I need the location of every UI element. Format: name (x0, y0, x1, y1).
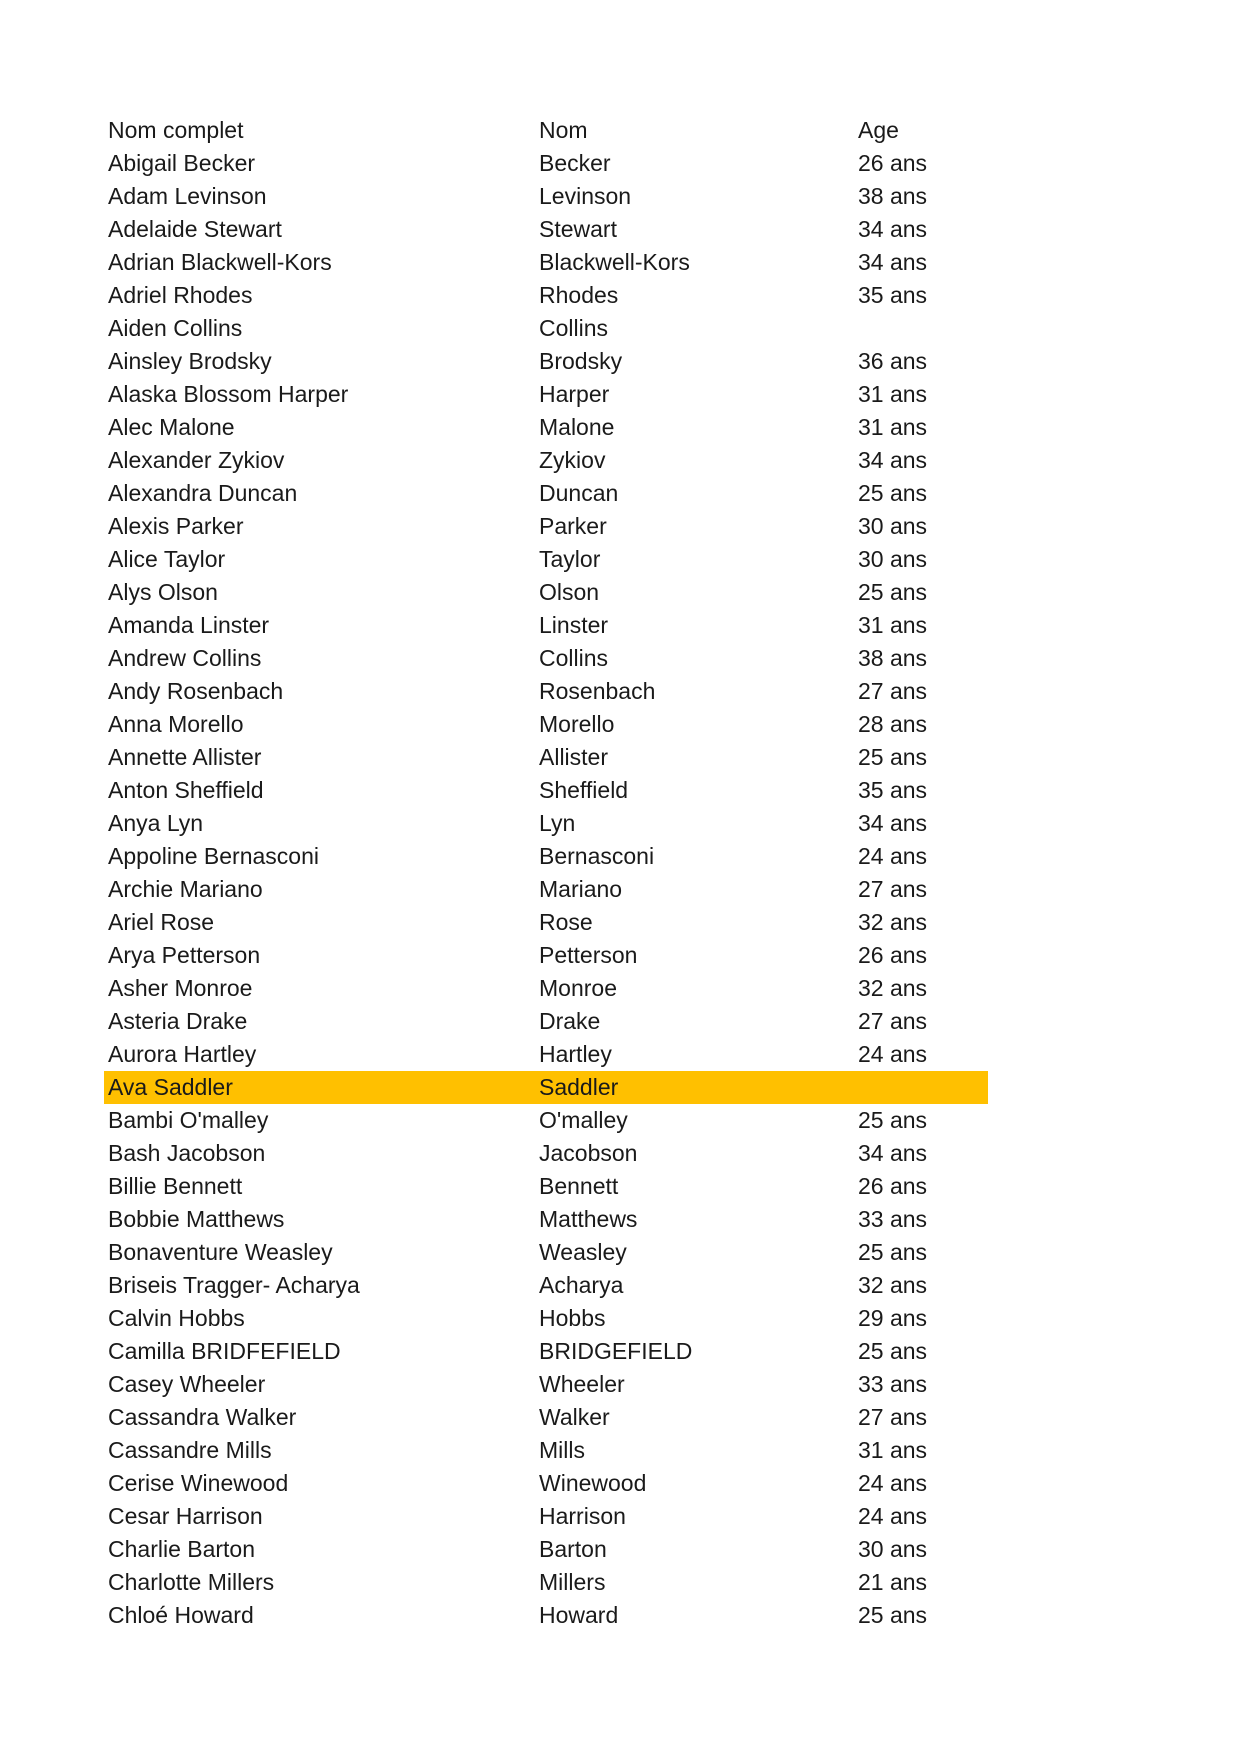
cell-last-name[interactable]: Morello (539, 711, 615, 737)
table-row (104, 477, 988, 510)
cell-last-name[interactable]: Rhodes (539, 282, 619, 308)
cell-last-name[interactable]: Brodsky (539, 348, 623, 374)
table-row (104, 1500, 988, 1533)
cell-age[interactable]: 35 ans (858, 282, 928, 308)
cell-age[interactable]: 31 ans (858, 612, 928, 638)
cell-age[interactable]: 32 ans (858, 1272, 928, 1298)
cell-last-name[interactable]: Mills (539, 1437, 585, 1463)
cell-last-name[interactable]: Levinson (539, 183, 632, 209)
cell-last-name[interactable]: Collins (539, 645, 609, 671)
cell-age[interactable]: 30 ans (858, 546, 928, 572)
table-row (104, 939, 988, 972)
cell-last-name[interactable]: Matthews (539, 1206, 638, 1232)
cell-last-name[interactable]: Rose (539, 909, 593, 935)
cell-age[interactable]: 29 ans (858, 1305, 928, 1331)
cell-last-name[interactable]: Olson (539, 579, 600, 605)
cell-full-name[interactable]: Briseis Tragger- Acharya (108, 1272, 360, 1298)
cell-full-name[interactable]: Ariel Rose (108, 909, 215, 935)
cell-last-name[interactable]: Wheeler (539, 1371, 625, 1397)
cell-age[interactable]: 24 ans (858, 843, 928, 869)
cell-full-name[interactable]: Camilla BRIDFEFIELD (108, 1338, 341, 1364)
table-row (104, 1467, 988, 1500)
cell-full-name[interactable]: Calvin Hobbs (108, 1305, 245, 1331)
table-row-highlighted (104, 1071, 988, 1104)
cell-age[interactable]: 25 ans (858, 1107, 928, 1133)
cell-age[interactable]: 26 ans (858, 150, 928, 176)
cell-last-name[interactable]: Taylor (539, 546, 601, 572)
cell-full-name[interactable]: Ava Saddler (108, 1074, 233, 1100)
cell-full-name[interactable]: Bash Jacobson (108, 1140, 266, 1166)
cell-last-name[interactable]: Becker (539, 150, 611, 176)
cell-last-name[interactable]: Jacobson (539, 1140, 638, 1166)
cell-age[interactable]: 31 ans (858, 381, 928, 407)
cell-last-name[interactable]: Parker (539, 513, 607, 539)
cell-last-name[interactable]: Duncan (539, 480, 619, 506)
cell-last-name[interactable]: Rosenbach (539, 678, 656, 704)
cell-age[interactable]: 34 ans (858, 810, 928, 836)
table-row (104, 708, 988, 741)
cell-full-name[interactable]: Aiden Collins (108, 315, 243, 341)
cell-full-name[interactable]: Abigail Becker (108, 150, 256, 176)
cell-full-name[interactable]: Adelaide Stewart (108, 216, 282, 242)
cell-last-name[interactable]: Barton (539, 1536, 607, 1562)
cell-full-name[interactable]: Alys Olson (108, 579, 218, 605)
cell-full-name[interactable]: Aurora Hartley (108, 1041, 257, 1067)
table-row (104, 1236, 988, 1269)
cell-full-name[interactable]: Bonaventure Weasley (108, 1239, 333, 1265)
cell-age[interactable]: 27 ans (858, 678, 928, 704)
table-row (104, 609, 988, 642)
table-row (104, 1269, 988, 1302)
cell-age[interactable]: 24 ans (858, 1503, 928, 1529)
cell-full-name[interactable]: Alexis Parker (108, 513, 244, 539)
cell-full-name[interactable]: Anya Lyn (108, 810, 204, 836)
cell-full-name[interactable]: Cassandre Mills (108, 1437, 272, 1463)
cell-full-name[interactable]: Asteria Drake (108, 1008, 248, 1034)
cell-age[interactable]: 33 ans (858, 1371, 928, 1397)
cell-age[interactable]: 34 ans (858, 249, 928, 275)
cell-age[interactable]: 25 ans (858, 1602, 928, 1628)
table-row (104, 642, 988, 675)
cell-full-name[interactable]: Amanda Linster (108, 612, 270, 638)
table-row (104, 444, 988, 477)
cell-last-name[interactable]: Drake (539, 1008, 601, 1034)
cell-full-name[interactable]: Cassandra Walker (108, 1404, 297, 1430)
cell-full-name[interactable]: Alec Malone (108, 414, 235, 440)
cell-age[interactable]: 25 ans (858, 1239, 928, 1265)
table-row (104, 741, 988, 774)
cell-last-name[interactable]: Stewart (539, 216, 617, 242)
cell-age[interactable]: 33 ans (858, 1206, 928, 1232)
cell-age[interactable]: 26 ans (858, 1173, 928, 1199)
cell-last-name[interactable]: Weasley (539, 1239, 627, 1265)
cell-age[interactable]: 34 ans (858, 1140, 928, 1166)
cell-age[interactable]: 34 ans (858, 216, 928, 242)
cell-last-name[interactable]: Linster (539, 612, 609, 638)
cell-full-name[interactable]: Charlie Barton (108, 1536, 256, 1562)
table-row (104, 576, 988, 609)
table-row (104, 279, 988, 312)
cell-full-name[interactable]: Asher Monroe (108, 975, 253, 1001)
cell-last-name[interactable]: Mariano (539, 876, 623, 902)
table-row (104, 1434, 988, 1467)
table-row (104, 345, 988, 378)
cell-last-name[interactable]: Acharya (539, 1272, 624, 1298)
cell-last-name[interactable]: Walker (539, 1404, 610, 1430)
cell-last-name[interactable]: Malone (539, 414, 615, 440)
cell-age[interactable]: 38 ans (858, 645, 928, 671)
cell-age[interactable]: 21 ans (858, 1569, 928, 1595)
table-row (104, 312, 988, 345)
table-row (104, 1368, 988, 1401)
cell-age[interactable]: 25 ans (858, 1338, 928, 1364)
cell-last-name[interactable]: Bernasconi (539, 843, 655, 869)
cell-age[interactable]: 25 ans (858, 579, 928, 605)
header-full-name[interactable]: Nom complet (108, 117, 244, 143)
table-row (104, 807, 988, 840)
table-row (104, 1104, 988, 1137)
table-row (104, 1533, 988, 1566)
cell-full-name[interactable]: Alexandra Duncan (108, 480, 298, 506)
cell-full-name[interactable]: Anna Morello (108, 711, 244, 737)
cell-last-name[interactable]: O'malley (539, 1107, 628, 1133)
cell-full-name[interactable]: Cesar Harrison (108, 1503, 263, 1529)
cell-age[interactable]: 27 ans (858, 876, 928, 902)
table-row (104, 1005, 988, 1038)
cell-last-name[interactable]: Allister (539, 744, 609, 770)
cell-last-name[interactable]: Hobbs (539, 1305, 606, 1331)
cell-last-name[interactable]: Lyn (539, 810, 576, 836)
cell-full-name[interactable]: Andy Rosenbach (108, 678, 284, 704)
cell-age[interactable]: 31 ans (858, 414, 928, 440)
table-row (104, 543, 988, 576)
cell-full-name[interactable]: Bobbie Matthews (108, 1206, 285, 1232)
cell-age[interactable]: 31 ans (858, 1437, 928, 1463)
cell-full-name[interactable]: Alexander Zykiov (108, 447, 285, 473)
cell-full-name[interactable]: Appoline Bernasconi (108, 843, 319, 869)
cell-last-name[interactable]: Howard (539, 1602, 619, 1628)
table-row (104, 906, 988, 939)
table-row (104, 675, 988, 708)
cell-full-name[interactable]: Adam Levinson (108, 183, 267, 209)
table-row (104, 1170, 988, 1203)
cell-age[interactable]: 38 ans (858, 183, 928, 209)
cell-age[interactable]: 32 ans (858, 909, 928, 935)
cell-full-name[interactable]: Charlotte Millers (108, 1569, 275, 1595)
cell-age[interactable]: 30 ans (858, 1536, 928, 1562)
cell-age[interactable]: 24 ans (858, 1470, 928, 1496)
cell-last-name[interactable]: Hartley (539, 1041, 612, 1067)
cell-age[interactable]: 28 ans (858, 711, 928, 737)
cell-last-name[interactable]: Saddler (539, 1074, 619, 1100)
table-row (104, 774, 988, 807)
cell-last-name[interactable]: Collins (539, 315, 609, 341)
header-row (104, 114, 988, 147)
cell-last-name[interactable]: Winewood (539, 1470, 647, 1496)
table-row (104, 213, 988, 246)
cell-full-name[interactable]: Archie Mariano (108, 876, 263, 902)
cell-full-name[interactable]: Arya Petterson (108, 942, 261, 968)
cell-age[interactable]: 30 ans (858, 513, 928, 539)
table-row (104, 147, 988, 180)
cell-age[interactable]: 35 ans (858, 777, 928, 803)
cell-full-name[interactable]: Adriel Rhodes (108, 282, 253, 308)
table-row (104, 1599, 988, 1632)
table-row (104, 378, 988, 411)
cell-age[interactable]: 34 ans (858, 447, 928, 473)
cell-last-name[interactable]: BRIDGEFIELD (539, 1338, 693, 1364)
table-row (104, 1137, 988, 1170)
table-row (104, 510, 988, 543)
table-row (104, 1401, 988, 1434)
cell-age[interactable]: 36 ans (858, 348, 928, 374)
cell-full-name[interactable]: Alaska Blossom Harper (108, 381, 349, 407)
cell-last-name[interactable]: Bennett (539, 1173, 619, 1199)
cell-age[interactable]: 26 ans (858, 942, 928, 968)
cell-full-name[interactable]: Andrew Collins (108, 645, 262, 671)
cell-age[interactable]: 24 ans (858, 1041, 928, 1067)
cell-last-name[interactable]: Millers (539, 1569, 606, 1595)
names-table (104, 114, 988, 1632)
cell-age[interactable]: 27 ans (858, 1404, 928, 1430)
cell-full-name[interactable]: Adrian Blackwell-Kors (108, 249, 332, 275)
table-row (104, 180, 988, 213)
cell-full-name[interactable]: Anton Sheffield (108, 777, 264, 803)
table-row (104, 411, 988, 444)
header-last-name[interactable]: Nom (539, 117, 588, 143)
table-row (104, 1038, 988, 1071)
cell-last-name[interactable]: Zykiov (539, 447, 606, 473)
table-row (104, 246, 988, 279)
cell-last-name[interactable]: Blackwell-Kors (539, 249, 690, 275)
cell-last-name[interactable]: Petterson (539, 942, 638, 968)
table-row (104, 873, 988, 906)
cell-full-name[interactable]: Bambi O'malley (108, 1107, 269, 1133)
header-age[interactable]: Age (858, 117, 899, 143)
cell-age[interactable]: 25 ans (858, 480, 928, 506)
cell-age[interactable]: 32 ans (858, 975, 928, 1001)
cell-last-name[interactable]: Sheffield (539, 777, 629, 803)
cell-last-name[interactable]: Harper (539, 381, 610, 407)
cell-age[interactable]: 27 ans (858, 1008, 928, 1034)
cell-full-name[interactable]: Alice Taylor (108, 546, 226, 572)
table-row (104, 1302, 988, 1335)
cell-full-name[interactable]: Annette Allister (108, 744, 262, 770)
table-row (104, 1335, 988, 1368)
cell-full-name[interactable]: Billie Bennett (108, 1173, 243, 1199)
cell-age[interactable]: 25 ans (858, 744, 928, 770)
table-row (104, 972, 988, 1005)
table-row (104, 840, 988, 873)
cell-last-name[interactable]: Harrison (539, 1503, 626, 1529)
table-row (104, 1566, 988, 1599)
cell-full-name[interactable]: Ainsley Brodsky (108, 348, 272, 374)
cell-full-name[interactable]: Chloé Howard (108, 1602, 254, 1628)
cell-last-name[interactable]: Monroe (539, 975, 617, 1001)
cell-full-name[interactable]: Casey Wheeler (108, 1371, 266, 1397)
table-row (104, 1203, 988, 1236)
cell-full-name[interactable]: Cerise Winewood (108, 1470, 289, 1496)
